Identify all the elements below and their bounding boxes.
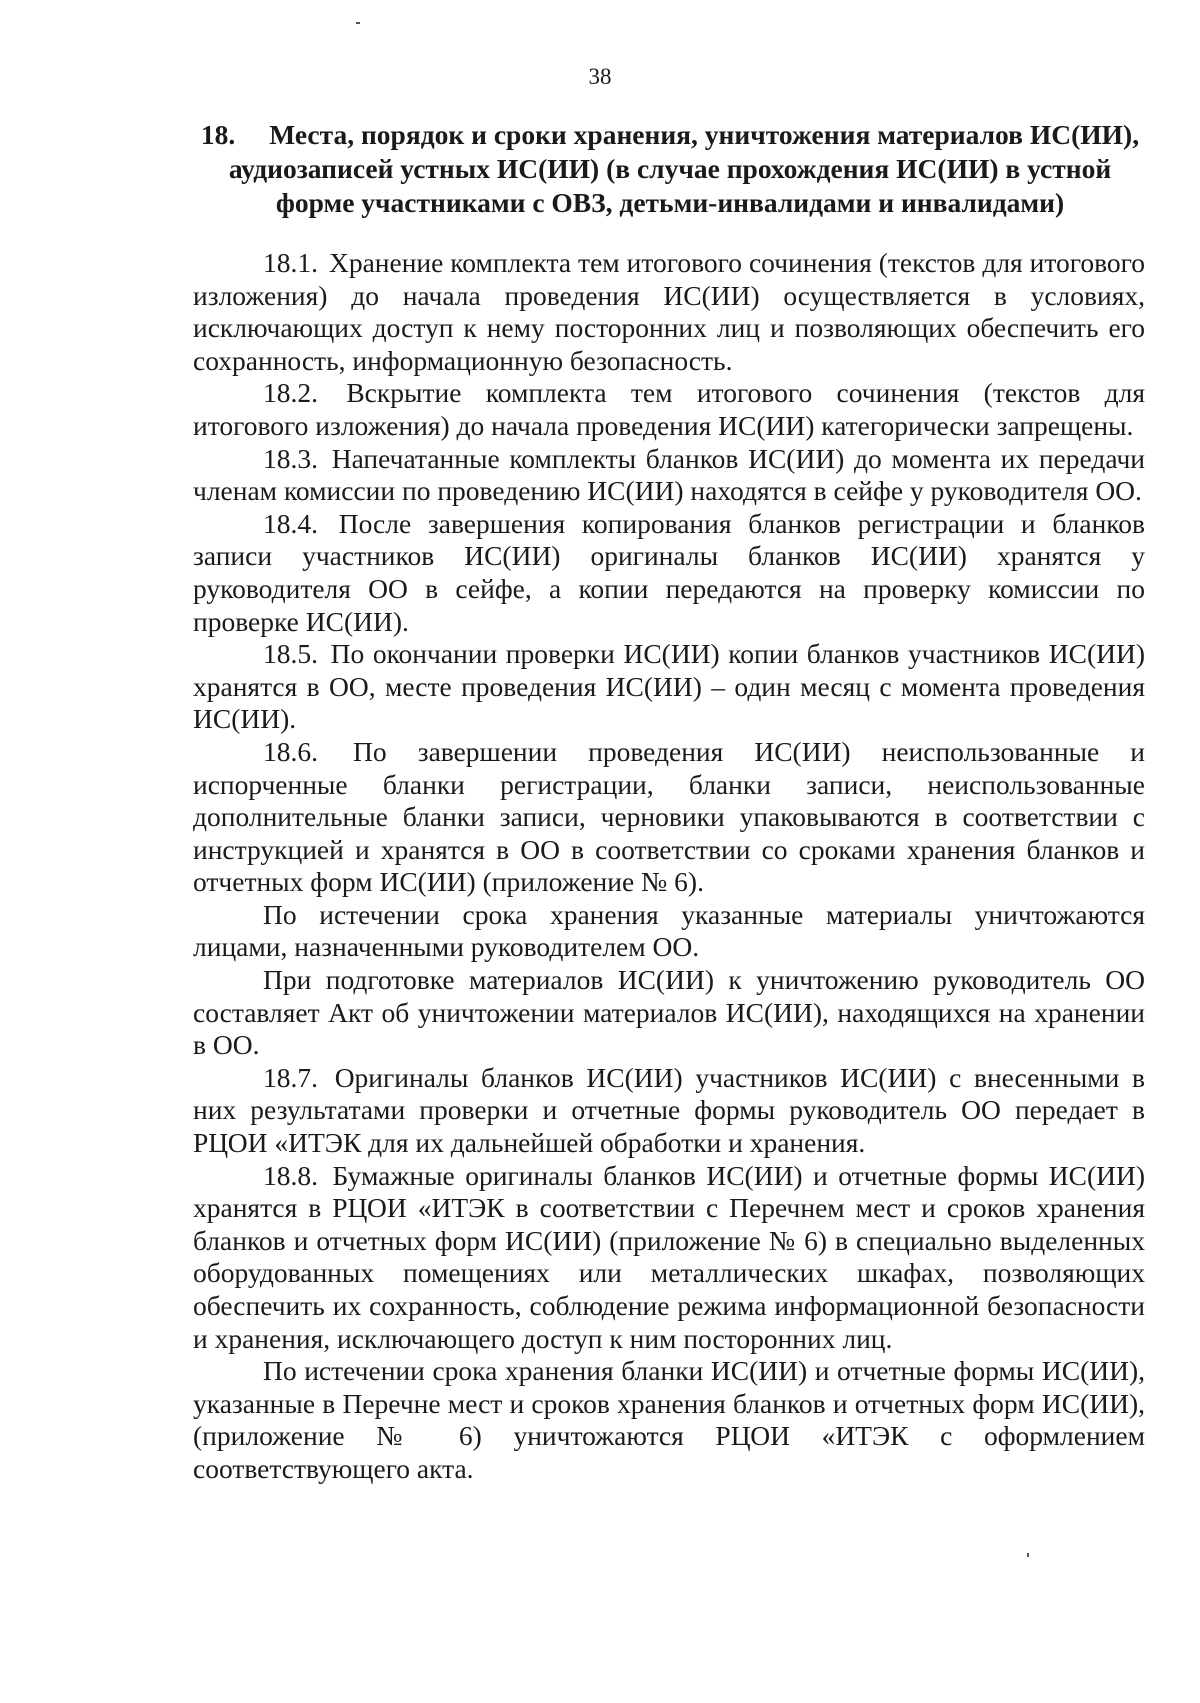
paragraph-18-5	[193, 638, 1145, 736]
paragraph-18-7	[193, 1062, 1145, 1160]
paragraph-text: По истечении срока хранения бланки ИС(ИИ) и отчетные формы ИС(ИИ), указанные в Перечне мест и сроков хранения бланков и отчетных форм ИС(ИИ), (приложение № 6) уничтожаются РЦОИ «ИТЭК с оформлением соответствующего акта.	[193, 1355, 1145, 1484]
paragraph-18-6-destruction	[193, 899, 1145, 964]
paragraph-text: Хранение комплекта тем итогового сочинения (текстов для итогового изложения) до начала проведения ИС(ИИ) осуществляется в условиях, исключающих доступ к нему посторонних лиц и позволяющих обеспечить его сохранность, информационную безопасность.	[193, 247, 1146, 376]
document-body	[193, 247, 1145, 1486]
scan-speck	[1027, 1553, 1029, 1557]
paragraph-text: Вскрытие комплекта тем итогового сочинения (текстов для итогового изложения) до начала проведения ИС(ИИ) категорически запрещены.	[193, 377, 1146, 441]
paragraph-number: 18.7.	[263, 1061, 318, 1093]
paragraph-text: По истечении срока хранения указанные материалы уничтожаются лицами, назначенными руководителем ОО.	[193, 898, 1145, 963]
paragraph-text: По окончании проверки ИС(ИИ) копии бланков участников ИС(ИИ) хранятся в ОО, месте проведения ИС(ИИ) – один месяц с момента проведения ИС(ИИ).	[193, 638, 1146, 735]
paragraph-number: 18.3.	[263, 442, 318, 474]
paragraph-18-6	[193, 736, 1145, 899]
paragraph-18-8	[193, 1160, 1145, 1356]
scan-speck	[356, 22, 360, 24]
paragraph-number: 18.4.	[263, 507, 318, 539]
section-title: Места, порядок и сроки хранения, уничтожения материалов ИС(ИИ), аудиозаписей устных ИС(ИИ) (в случае прохождения ИС(ИИ) в устной форме участниками с ОВЗ, детьми-инвалидами и инвалидами)	[228, 119, 1140, 218]
paragraph-text: Напечатанные комплекты бланков ИС(ИИ) до момента их передачи членам комиссии по проведению ИС(ИИ) находятся в сейфе у руководителя ОО.	[193, 442, 1145, 507]
section-number: 18.	[200, 119, 236, 150]
paragraph-18-8-destruction	[193, 1355, 1145, 1485]
paragraph-text: При подготовке материалов ИС(ИИ) к уничтожению руководитель ОО составляет Акт об уничтожении материалов ИС(ИИ), находящихся на хранении в ОО.	[193, 964, 1145, 1061]
paragraph-18-6-act	[193, 964, 1145, 1062]
paragraph-18-3	[193, 443, 1145, 508]
paragraph-number: 18.1.	[263, 247, 318, 278]
paragraph-text: После завершения копирования бланков регистрации и бланков записи участников ИС(ИИ) оригиналы бланков ИС(ИИ) хранятся у руководителя ОО в сейфе, а копии передаются на проверку комиссии по проверке ИС(ИИ).	[193, 507, 1146, 637]
paragraph-18-1	[193, 247, 1145, 377]
paragraph-number: 18.2.	[263, 377, 318, 409]
page-number: 38	[588, 64, 612, 89]
paragraph-18-4	[193, 508, 1145, 638]
paragraph-text: По завершении проведения ИС(ИИ) неиспользованные и испорченные бланки регистрации, бланки записи, неиспользованные дополнительные бланки записи, черновики упаковываются в соответствии с инструкцией и хранятся в ОО в соответствии со сроками хранения бланков и отчетных форм ИС(ИИ) (приложение № 6).	[193, 735, 1145, 898]
paragraph-number: 18.5.	[263, 638, 318, 670]
section-heading	[190, 118, 1150, 220]
paragraph-text: Бумажные оригиналы бланков ИС(ИИ) и отчетные формы ИС(ИИ) хранятся в РЦОИ «ИТЭК в соответствии с Перечнем мест и сроков хранения бланков и отчетных форм ИС(ИИ) (приложение № 6) в специально выделенных оборудованных помещениях или металлических шкафах, позволяющих обеспечить их сохранность, соблюдение режима информационной безопасности и хранения, исключающего доступ к ним посторонних лиц.	[193, 1159, 1145, 1354]
paragraph-number: 18.6.	[263, 735, 318, 767]
paragraph-18-2	[193, 377, 1145, 442]
paragraph-number: 18.8.	[263, 1159, 318, 1191]
paragraph-text: Оригиналы бланков ИС(ИИ) участников ИС(ИИ) с внесенными в них результатами проверки и отчетные формы руководитель ОО передает в РЦОИ «ИТЭК для их дальнейшей обработки и хранения.	[193, 1061, 1145, 1159]
